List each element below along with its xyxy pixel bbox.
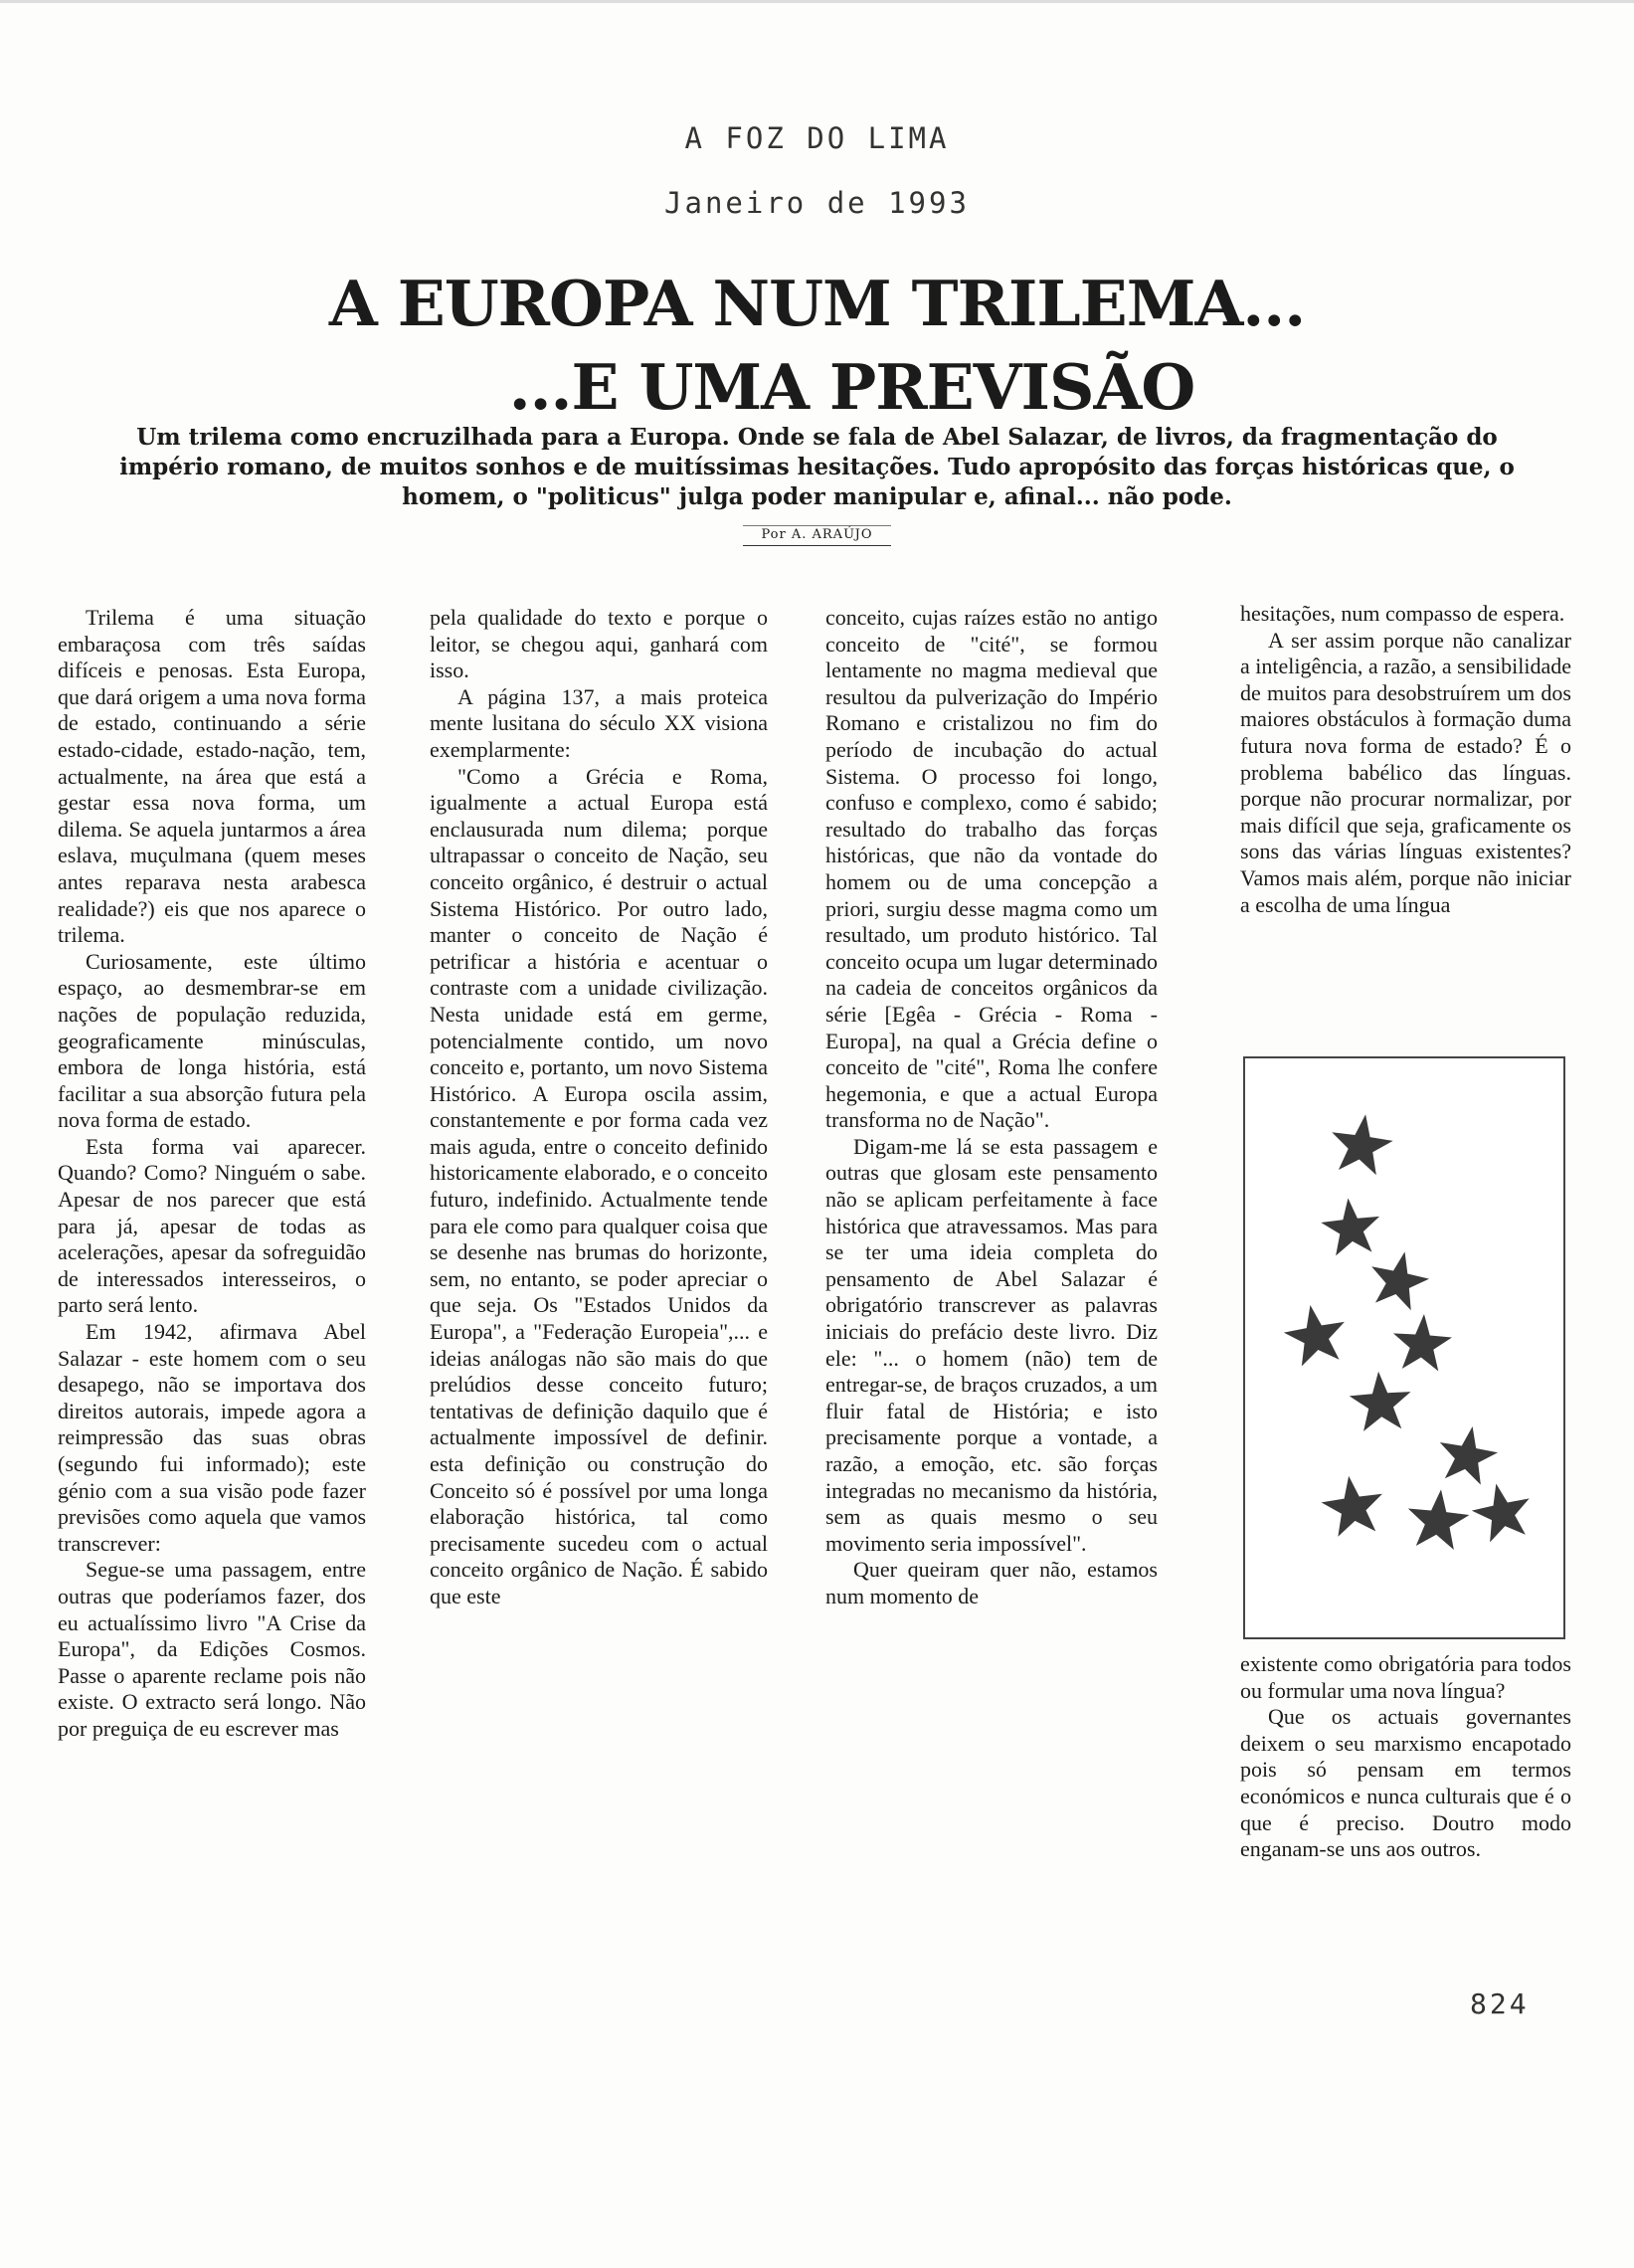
body-column-4-top	[1240, 601, 1571, 918]
star-icon	[1364, 1245, 1434, 1312]
body-column-4-bottom	[1240, 1651, 1571, 1863]
quote-paragraph: "Como a Grécia e Roma, igualmente a actual Europa está enclausurada num dilema; porque ultrapassar o conceito de Nação, seu conceito orgânico, é destruir o actual Sistema Histórico. Por outro lado, manter o conceito de Nação é petrificar a história e acentuar o contraste com a unidade civilização. Nesta unidade está em germe, potencialmente contido, um novo conceito e, portanto, um novo Sistema Histórico. A Europa oscila assim, constantemente e por forma cada vez mais aguda, entre o conceito definido historicamente elaborado, e o conceito futuro, indefinido. Actualmente tende para ele como para qualquer coisa que se desenhe nas brumas do horizonte, sem, no entanto, se poder apreciar o que seja. Os "Estados Unidos da Europa", a "Federação Europeia",... e ideias análogas não são mais do que prelúdios desse conceito futuro; tentativas de definição daquilo que é actualmente impossível de definir. esta definição ou construção do Conceito só é possível por uma longa elaboração histórica, tal como precisamente sucedeu com o actual conceito orgânico de Nação. É sabido que este	[430, 763, 768, 1608]
byline: Por A. ARAÚJO	[743, 525, 890, 546]
star-icon	[1391, 1312, 1454, 1372]
star-icon	[1318, 1471, 1387, 1538]
body-column-2	[430, 605, 768, 1610]
article-title-line-1: A EUROPA NUM TRILEMA...	[328, 267, 1306, 340]
star-icon	[1319, 1195, 1383, 1256]
paragraph: Digam-me lá se esta passagem e outras que glosam este pensamento não se aplicam perfeitamente à face histórica que atravessamos. Mas para se ter uma ideia completa do pensamento de Abel Salazar é obrigatório transcrever as palavras iniciais do prefácio deste livro. Diz ele: "... o homem (não) tem de entregar-se, de braços cruzados, a um fluir fatal de História; e isto precisamente porque a vontade, a razão, a emoção, etc. são forças integradas no mecanismo da história, sem as quais mesmo o seu movimento seria impossível".	[825, 1133, 1158, 1556]
paragraph: pela qualidade do texto e porque o leitor, se chegou aqui, ganhará com isso.	[430, 605, 768, 683]
star-icon	[1404, 1486, 1472, 1551]
paragraph: Segue-se uma passagem, entre outras que poderíamos fazer, dos eu actualíssimo livro "A Crise da Europa", da Edições Cosmos. Passe o aparente reclame pois não existe. O extracto será longo. Não por preguiça de eu escrever mas	[58, 1557, 366, 1741]
body-column-3	[825, 605, 1158, 1610]
paragraph: Curiosamente, este último espaço, ao desmembrar-se em nações de população reduzida, geograficamente minúsculas, embora de longa história, está facilitar a sua absorção futura pela nova forma de estado.	[58, 948, 366, 1133]
paragraph: Que os actuais governantes deixem o seu marxismo encapotado pois só pensam em termos económicos e nunca culturais que é o que é preciso. Doutro modo enganam-se uns aos outros.	[1240, 1704, 1571, 1862]
paragraph: hesitações, num compasso de espera.	[1240, 601, 1565, 626]
paragraph: Esta forma vai aparecer. Quando? Como? Ninguém o sabe. Apesar de nos parecer que está para já, apesar de todas as acelerações, apesar da sofreguidão de interessados interesseiros, o parto será lento.	[58, 1133, 366, 1318]
star-icon	[1434, 1421, 1502, 1487]
star-icon	[1327, 1110, 1396, 1177]
stars-illustration	[1243, 1056, 1565, 1639]
star-cluster	[1280, 1110, 1537, 1551]
paragraph: Quer queiram quer não, estamos num momento de	[825, 1557, 1158, 1608]
star-icon	[1467, 1477, 1537, 1544]
paragraph: existente como obrigatória para todos ou formular uma nova língua?	[1240, 1651, 1571, 1703]
article-subtitle: Um trilema como encruzilhada para a Europa. Onde se fala de Abel Salazar, de livros, da fragmentação do império romano, de muitos sonhos e de muitíssimas hesitações. Tudo apropósito das forças históricas que, o homem, o "politicus" julga poder manipular e, afinal... não pode.	[119, 424, 1515, 510]
publication-date: Janeiro de 1993	[664, 186, 970, 220]
quote-paragraph: conceito, cujas raízes estão no antigo conceito de "cité", se formou lentamente no magma medieval que resultou da pulverização do Império Romano e cristalizou no fim do período de incubação do actual Sistema. O processo foi longo, confuso e complexo, como é sabido; resultado do trabalho das forças históricas, que não da vontade do homem ou de uma concepção a priori, surgiu desse magma como um resultado, um produto histórico. Tal conceito ocupa um lugar determinado na cadeia de conceitos orgânicos da série [Egêa - Grécia - Roma - Europa], na qual a Grécia define o conceito de "cité", Roma lhe confere hegemonia, e que a actual Europa transforma no de Nação".	[825, 605, 1158, 1133]
top-scan-edge	[0, 0, 1634, 3]
article-title-line-2: ...E UMA PREVISÃO	[508, 350, 1195, 424]
byline-wrapper	[0, 525, 1634, 546]
star-icon	[1280, 1300, 1351, 1369]
star-icon	[1348, 1370, 1413, 1432]
page-number: 824	[1470, 1987, 1530, 2020]
paragraph: A ser assim porque não canalizar a inteligência, a razão, a sensibilidade de muitos para desobstruírem um dos maiores obstáculos à formação duma futura nova forma de estado? É o problema babélico das línguas. porque não procurar normalizar, por mais difícil que seja, graficamente os sons das várias línguas existentes? Vamos mais além, porque não iniciar a escolha de uma língua	[1240, 627, 1571, 917]
paragraph: Trilema é uma situação embaraçosa com três saídas difíceis e penosas. Esta Europa, que dará origem a uma nova forma de estado, continuando a série estado-cidade, estado-nação, tem, actualmente, na área que está a gestar essa nova forma, um dilema. Se aquela juntarmos a área eslava, muçulmana (quem meses antes reparava nesta arabesca realidade?) eis que nos aparece o trilema.	[58, 605, 366, 948]
body-column-1	[58, 605, 366, 1743]
publication-name: A FOZ DO LIMA	[684, 121, 950, 155]
paragraph: Em 1942, afirmava Abel Salazar - este homem com o seu desapego, não se importava dos direitos autorais, impede agora a reimpressão das suas obras (segundo fui informado); este génio com a sua visão pode fazer previsões como aquela que vamos transcrever:	[58, 1319, 366, 1556]
stars-graphic	[1245, 1058, 1563, 1637]
paragraph: A página 137, a mais proteica mente lusitana do século XX visiona exemplarmente:	[430, 683, 768, 762]
